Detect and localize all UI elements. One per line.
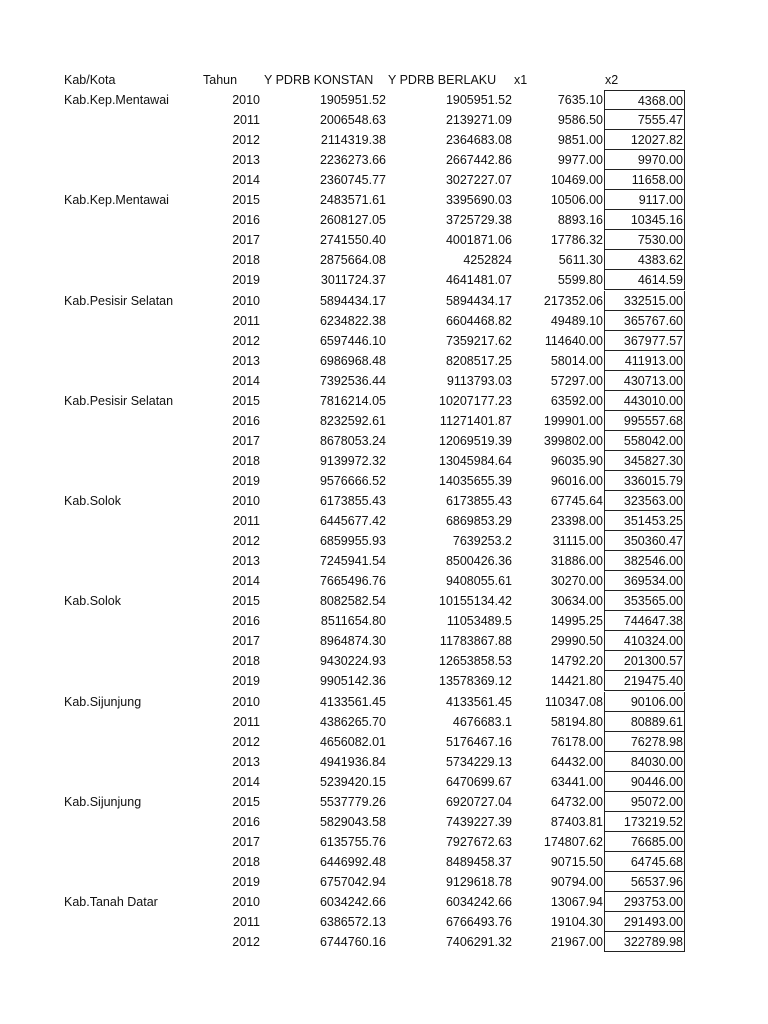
y-pdrb-konstan-cell[interactable]: 9576666.52 [319,473,386,488]
tahun-cell[interactable]: 2013 [232,153,260,168]
x1-cell[interactable]: 30634.00 [550,594,603,609]
x1-cell[interactable]: 90715.50 [550,854,603,869]
table-row [0,411,768,431]
y-pdrb-berlaku-cell[interactable]: 5176467.16 [445,734,512,749]
x2-cell[interactable]: 367977.57 [604,331,685,351]
x2-cell[interactable]: 9970.00 [604,150,685,170]
tahun-cell[interactable]: 2016 [232,814,260,829]
y-pdrb-konstan-cell[interactable]: 6135755.76 [319,834,386,849]
y-pdrb-berlaku-cell[interactable]: 6920727.04 [445,794,512,809]
x2-cell[interactable]: 345827.30 [604,451,685,471]
x2-cell[interactable]: 332515.00 [604,291,685,311]
tahun-cell[interactable]: 2014 [232,774,260,789]
y-pdrb-konstan-cell[interactable]: 5239420.15 [319,774,386,789]
y-pdrb-berlaku-cell[interactable]: 11783867.88 [439,634,512,649]
x2-cell[interactable]: 293753.00 [604,892,685,912]
y-pdrb-berlaku-cell[interactable]: 12653858.53 [439,654,512,669]
header-x1: x1 [514,73,528,87]
x2-cell[interactable]: 80889.61 [604,712,685,732]
y-pdrb-konstan-cell[interactable]: 4133561.45 [319,694,386,709]
x2-cell[interactable]: 11658.00 [604,170,685,190]
y-pdrb-berlaku-cell[interactable]: 1905951.52 [445,93,512,107]
x1-cell[interactable]: 110347.08 [544,694,603,709]
tahun-cell[interactable]: 2012 [232,734,260,749]
x2-cell[interactable]: 12027.82 [604,130,685,150]
table-row [0,451,768,471]
tahun-cell[interactable]: 2017 [232,634,260,649]
tahun-cell[interactable]: 2011 [233,514,260,529]
table-row [0,892,768,912]
x1-cell[interactable]: 399802.00 [543,433,603,448]
y-pdrb-berlaku-cell[interactable]: 7359217.62 [445,333,512,348]
x2-cell[interactable]: 443010.00 [604,391,685,411]
x1-cell[interactable]: 10506.00 [550,193,603,208]
x1-cell[interactable]: 90794.00 [550,874,603,889]
tahun-cell[interactable]: 2012 [232,534,260,549]
x2-cell[interactable]: 291493.00 [604,912,685,932]
x1-cell[interactable]: 31115.00 [552,534,603,549]
y-pdrb-konstan-cell[interactable]: 6173855.43 [319,494,386,508]
y-pdrb-konstan-cell[interactable]: 6744760.16 [319,935,386,950]
y-pdrb-berlaku-cell[interactable]: 5894434.17 [445,293,512,308]
table-row [0,531,768,551]
y-pdrb-berlaku-cell[interactable]: 6470699.67 [445,774,512,789]
y-pdrb-berlaku-cell[interactable]: 5734229.13 [445,754,512,769]
table-row [0,210,768,230]
table-row [0,250,768,270]
x1-cell[interactable]: 64732.00 [550,794,603,809]
table-row [0,651,768,671]
table-row [0,491,768,511]
x2-cell[interactable]: 336015.79 [604,471,685,491]
y-pdrb-konstan-cell[interactable]: 2006548.63 [319,113,386,128]
y-pdrb-berlaku-cell[interactable]: 12069519.39 [439,433,512,448]
x2-cell[interactable]: 76278.98 [604,732,685,752]
y-pdrb-berlaku-cell[interactable]: 9113793.03 [446,373,512,388]
y-pdrb-konstan-cell[interactable]: 6234822.38 [319,313,386,328]
kab-kota-cell[interactable]: Kab.Tanah Datar [64,895,158,909]
x2-cell[interactable]: 744647.38 [604,611,685,631]
x1-cell[interactable]: 217352.06 [543,293,603,308]
table-row [0,591,768,611]
x2-cell[interactable]: 350360.47 [604,531,685,551]
y-pdrb-konstan-cell[interactable]: 8232592.61 [319,413,386,428]
x1-cell[interactable]: 8893.16 [557,213,603,228]
y-pdrb-berlaku-cell[interactable]: 2139271.09 [445,113,512,128]
y-pdrb-berlaku-cell[interactable]: 8489458.37 [445,854,512,869]
y-pdrb-konstan-cell[interactable]: 6757042.94 [319,874,386,889]
x1-cell[interactable]: 10469.00 [550,173,603,188]
tahun-cell[interactable]: 2012 [232,333,260,348]
table-row [0,170,768,190]
tahun-cell[interactable]: 2015 [232,794,260,809]
x1-cell[interactable]: 31886.00 [550,554,603,569]
y-pdrb-konstan-cell[interactable]: 6445677.42 [319,514,386,529]
x1-cell[interactable]: 174807.62 [543,834,603,849]
y-pdrb-konstan-cell[interactable]: 4941936.84 [319,754,386,769]
y-pdrb-konstan-cell[interactable]: 6859955.93 [319,534,386,549]
header-x2: x2 [605,73,619,87]
y-pdrb-konstan-cell[interactable]: 6986968.48 [319,353,386,368]
y-pdrb-konstan-cell[interactable]: 4656082.01 [319,734,386,749]
tahun-cell[interactable]: 2013 [232,554,260,569]
table-row [0,371,768,391]
y-pdrb-berlaku-cell[interactable]: 4252824 [463,253,512,268]
y-pdrb-konstan-cell[interactable]: 9905142.36 [319,674,386,689]
x1-cell[interactable]: 5599.80 [557,273,603,288]
tahun-cell[interactable]: 2010 [232,694,260,709]
y-pdrb-konstan-cell[interactable]: 6597446.10 [319,333,386,348]
x2-cell[interactable]: 9117.00 [604,190,685,210]
x1-cell[interactable]: 57297.00 [550,373,603,388]
x2-cell[interactable]: 382546.00 [604,551,685,571]
x1-cell[interactable]: 14421.80 [550,674,603,689]
x2-cell[interactable]: 10345.16 [604,210,685,230]
y-pdrb-konstan-cell[interactable]: 5829043.58 [319,814,386,829]
y-pdrb-konstan-cell[interactable]: 2114319.38 [320,133,386,148]
tahun-cell[interactable]: 2011 [233,714,260,729]
table-row [0,832,768,852]
y-pdrb-konstan-cell[interactable]: 2741550.40 [319,233,386,248]
x2-cell[interactable]: 4614.59 [604,270,685,290]
y-pdrb-berlaku-cell[interactable]: 6173855.43 [445,494,512,508]
table-row [0,812,768,832]
x2-cell[interactable]: 995557.68 [604,411,685,431]
tahun-cell[interactable]: 2012 [232,935,260,950]
tahun-cell[interactable]: 2013 [232,754,260,769]
x1-cell[interactable]: 67745.64 [550,494,603,508]
y-pdrb-konstan-cell[interactable]: 7245941.54 [319,554,386,569]
y-pdrb-konstan-cell[interactable]: 2236273.66 [319,153,386,168]
x2-cell[interactable]: 322789.98 [604,932,685,952]
kab-kota-cell[interactable]: Kab.Pesisir Selatan [64,393,174,408]
table-row [0,150,768,170]
table-row [0,852,768,872]
tahun-cell[interactable]: 2018 [232,854,260,869]
table-row [0,471,768,491]
x2-cell[interactable]: 369534.00 [604,571,685,591]
y-pdrb-berlaku-cell[interactable]: 4676683.1 [452,714,512,729]
y-pdrb-konstan-cell[interactable]: 7392536.44 [319,373,386,388]
tahun-cell[interactable]: 2015 [232,393,260,408]
x2-cell[interactable]: 323563.00 [604,491,685,511]
kab-kota-cell[interactable]: Kab.Kep.Mentawai [64,93,169,107]
header-tahun: Tahun [203,73,238,87]
y-pdrb-berlaku-cell[interactable]: 7927672.63 [445,834,512,849]
x1-cell[interactable]: 30270.00 [550,574,603,589]
y-pdrb-konstan-cell[interactable]: 2875664.08 [319,253,386,268]
y-pdrb-berlaku-cell[interactable]: 6604468.82 [445,313,512,328]
y-pdrb-berlaku-cell[interactable]: 3027227.07 [445,173,512,188]
y-pdrb-berlaku-cell[interactable]: 4641481.07 [445,273,512,288]
table-row [0,311,768,331]
table-row [0,712,768,732]
x2-cell[interactable]: 7555.47 [604,110,685,130]
table-row [0,671,768,691]
table-row [0,551,768,571]
x2-cell[interactable]: 558042.00 [604,431,685,451]
y-pdrb-berlaku-cell[interactable]: 10155134.42 [439,594,512,609]
tahun-cell[interactable]: 2018 [232,654,260,669]
y-pdrb-berlaku-cell[interactable]: 3395690.03 [445,193,512,208]
x2-cell[interactable]: 410324.00 [604,631,685,651]
y-pdrb-berlaku-cell[interactable]: 7439227.39 [445,814,512,829]
y-pdrb-berlaku-cell[interactable]: 3725729.38 [445,213,512,228]
tahun-cell[interactable]: 2019 [232,674,260,689]
tahun-cell[interactable]: 2012 [232,133,260,148]
tahun-cell[interactable]: 2018 [232,453,260,468]
tahun-cell[interactable]: 2019 [232,273,260,288]
table-row [0,331,768,351]
y-pdrb-konstan-cell[interactable]: 7665496.76 [319,574,386,589]
x1-cell[interactable]: 114640.00 [544,333,603,348]
kab-kota-cell[interactable]: Kab.Sijunjung [64,694,142,709]
x2-cell[interactable]: 201300.57 [604,651,685,671]
y-pdrb-konstan-cell[interactable]: 5537779.26 [319,794,386,809]
tahun-cell[interactable]: 2017 [232,433,260,448]
x2-cell[interactable]: 95072.00 [604,792,685,812]
y-pdrb-berlaku-cell[interactable]: 11053489.5 [446,614,512,629]
tahun-cell[interactable]: 2014 [232,173,260,188]
header-y-pdrb-konstan: Y PDRB KONSTAN [264,73,374,87]
x2-cell[interactable]: 7530.00 [604,230,685,250]
table-row [0,872,768,892]
table-row [0,190,768,210]
x1-cell[interactable]: 7635.10 [557,93,603,107]
y-pdrb-berlaku-cell[interactable]: 9408055.61 [445,574,512,589]
y-pdrb-berlaku-cell[interactable]: 2364683.08 [445,133,512,148]
x1-cell[interactable]: 29990.50 [550,634,603,649]
table-row [0,351,768,371]
x1-cell[interactable]: 63592.00 [550,393,603,408]
x1-cell[interactable]: 49489.10 [550,313,603,328]
x1-cell[interactable]: 9586.50 [557,113,603,128]
y-pdrb-konstan-cell[interactable]: 8678053.24 [319,433,386,448]
y-pdrb-konstan-cell[interactable]: 8511654.80 [320,614,386,629]
y-pdrb-konstan-cell[interactable]: 6034242.66 [319,895,386,909]
x1-cell[interactable]: 9977.00 [557,153,603,168]
kab-kota-cell[interactable]: Kab.Pesisir Selatan [64,293,174,308]
header-y-pdrb-berlaku: Y PDRB BERLAKU [388,73,497,87]
tahun-cell[interactable]: 2011 [233,915,260,930]
y-pdrb-konstan-cell[interactable]: 5894434.17 [319,293,386,308]
tahun-cell[interactable]: 2018 [232,253,260,268]
y-pdrb-berlaku-cell[interactable]: 8500426.36 [445,554,512,569]
table-row [0,110,768,130]
y-pdrb-berlaku-cell[interactable]: 10207177.23 [439,393,512,408]
kab-kota-cell[interactable]: Kab.Solok [64,494,121,508]
table-row [0,90,768,110]
table-row [0,932,768,952]
y-pdrb-konstan-cell[interactable]: 8964874.30 [319,634,386,649]
table-row [0,230,768,250]
kab-kota-cell[interactable]: Kab.Kep.Mentawai [64,193,169,208]
tahun-cell[interactable]: 2014 [232,373,260,388]
tahun-cell[interactable]: 2010 [232,93,260,107]
x1-cell[interactable]: 17786.32 [550,233,603,248]
y-pdrb-berlaku-cell[interactable]: 6766493.76 [445,915,512,930]
tahun-cell[interactable]: 2016 [232,213,260,228]
x1-cell[interactable]: 13067.94 [550,895,603,909]
table-row [0,431,768,451]
table-row [0,792,768,812]
y-pdrb-berlaku-cell[interactable]: 11271401.87 [439,413,512,428]
y-pdrb-berlaku-cell[interactable]: 9129618.78 [445,874,512,889]
table-row [0,391,768,411]
x1-cell[interactable]: 58014.00 [550,353,603,368]
tahun-cell[interactable]: 2016 [232,413,260,428]
table-row [0,270,768,290]
table-row [0,752,768,772]
tahun-cell[interactable]: 2015 [232,193,260,208]
y-pdrb-konstan-cell[interactable]: 8082582.54 [319,594,386,609]
tahun-cell[interactable]: 2010 [232,895,260,909]
y-pdrb-konstan-cell[interactable]: 3011724.37 [320,273,386,288]
tahun-cell[interactable]: 2015 [232,594,260,609]
x1-cell[interactable]: 58194.80 [550,714,603,729]
tahun-cell[interactable]: 2017 [232,233,260,248]
x1-cell[interactable]: 64432.00 [550,754,603,769]
x2-cell[interactable]: 90446.00 [604,772,685,792]
tahun-cell[interactable]: 2013 [232,353,260,368]
y-pdrb-konstan-cell[interactable]: 7816214.05 [319,393,386,408]
tahun-cell[interactable]: 2016 [232,614,260,629]
x1-cell[interactable]: 76178.00 [550,734,603,749]
x1-cell[interactable]: 9851.00 [557,133,603,148]
y-pdrb-berlaku-cell[interactable]: 13578369.12 [439,674,512,689]
x1-cell[interactable]: 5611.30 [558,253,603,268]
x2-cell[interactable]: 219475.40 [604,671,685,691]
y-pdrb-berlaku-cell[interactable]: 6034242.66 [445,895,512,909]
tahun-cell[interactable]: 2019 [232,473,260,488]
table-row [0,571,768,591]
x1-cell[interactable]: 14792.20 [550,654,603,669]
x2-cell[interactable]: 76685.00 [604,832,685,852]
y-pdrb-konstan-cell[interactable]: 9430224.93 [319,654,386,669]
x1-cell[interactable]: 96035.90 [550,453,603,468]
tahun-cell[interactable]: 2010 [232,293,260,308]
x2-cell[interactable]: 4368.00 [604,90,685,110]
x2-cell[interactable]: 64745.68 [604,852,685,872]
x2-cell[interactable]: 4383.62 [604,250,685,270]
table-row [0,511,768,531]
x1-cell[interactable]: 21967.00 [550,935,603,950]
x2-cell[interactable]: 430713.00 [604,371,685,391]
table-row [0,631,768,651]
x1-cell[interactable]: 19104.30 [550,915,603,930]
x1-cell[interactable]: 63441.00 [550,774,603,789]
y-pdrb-berlaku-cell[interactable]: 8208517.25 [445,353,512,368]
y-pdrb-konstan-cell[interactable]: 9139972.32 [319,453,386,468]
x1-cell[interactable]: 14995.25 [550,614,603,629]
x1-cell[interactable]: 199901.00 [543,413,603,428]
table-row [0,130,768,150]
table-row [0,912,768,932]
table-row [0,692,768,712]
y-pdrb-berlaku-cell[interactable]: 13045984.64 [439,453,512,468]
y-pdrb-berlaku-cell[interactable]: 2667442.86 [445,153,512,168]
table-row [0,772,768,792]
y-pdrb-berlaku-cell[interactable]: 6869853.29 [445,514,512,529]
kab-kota-cell[interactable]: Kab.Solok [64,594,121,609]
x1-cell[interactable]: 87403.81 [550,814,603,829]
tahun-cell[interactable]: 2019 [232,874,260,889]
x1-cell[interactable]: 96016.00 [550,473,603,488]
y-pdrb-konstan-cell[interactable]: 6386572.13 [319,915,386,930]
y-pdrb-konstan-cell[interactable]: 2360745.77 [319,173,386,188]
tahun-cell[interactable]: 2014 [232,574,260,589]
table-row [0,291,768,311]
x2-cell[interactable]: 351453.25 [604,511,685,531]
y-pdrb-konstan-cell[interactable]: 2608127.05 [319,213,386,228]
y-pdrb-berlaku-cell[interactable]: 4001871.06 [445,233,512,248]
x1-cell[interactable]: 23398.00 [550,514,603,529]
y-pdrb-konstan-cell[interactable]: 1905951.52 [319,93,386,107]
y-pdrb-konstan-cell[interactable]: 6446992.48 [319,854,386,869]
x2-cell[interactable]: 173219.52 [604,812,685,832]
tahun-cell[interactable]: 2010 [232,494,260,508]
x2-cell[interactable]: 411913.00 [604,351,685,371]
kab-kota-cell[interactable]: Kab.Sijunjung [64,794,142,809]
y-pdrb-berlaku-cell[interactable]: 7406291.32 [445,935,512,950]
x2-cell[interactable]: 90106.00 [604,692,685,712]
y-pdrb-berlaku-cell[interactable]: 4133561.45 [445,694,512,709]
y-pdrb-berlaku-cell[interactable]: 7639253.2 [452,534,512,549]
y-pdrb-konstan-cell[interactable]: 4386265.70 [319,714,386,729]
table-row [0,732,768,752]
tahun-cell[interactable]: 2011 [233,113,260,128]
x2-cell[interactable]: 353565.00 [604,591,685,611]
y-pdrb-berlaku-cell[interactable]: 14035655.39 [439,473,512,488]
table-row [0,611,768,631]
tahun-cell[interactable]: 2017 [232,834,260,849]
tahun-cell[interactable]: 2011 [233,313,260,328]
x2-cell[interactable]: 84030.00 [604,752,685,772]
x2-cell[interactable]: 365767.60 [604,311,685,331]
x2-cell[interactable]: 56537.96 [604,872,685,892]
y-pdrb-konstan-cell[interactable]: 2483571.61 [319,193,386,208]
header-kab-kota: Kab/Kota [64,73,116,87]
